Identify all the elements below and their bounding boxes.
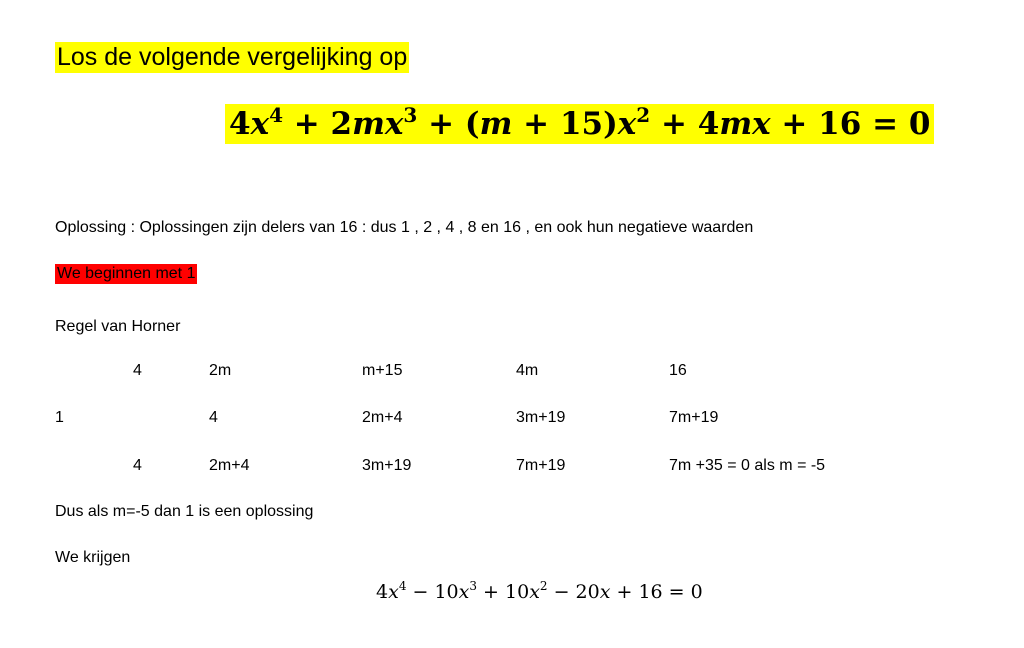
horner-cell: m+15 (362, 362, 403, 379)
horner-cell: 7m+19 (516, 457, 566, 474)
main-equation: $4x^4 + 2mx^3 + (m + 15)x^2 + 4mx + 16 = 0$ (225, 104, 934, 144)
horner-heading: Regel van Horner (55, 318, 181, 335)
conclusion-text: Dus als m=-5 dan 1 is een oplossing (55, 503, 314, 520)
solution-text: Oplossing : Oplossingen zijn delers van 16 : dus 1 , 2 , 4 , 8 en 16 , en ook hun negatieve waarden (55, 219, 754, 236)
horner-cell: 4 (209, 409, 218, 426)
horner-cell: 4 (133, 457, 142, 474)
horner-cell: 16 (669, 362, 687, 379)
page-title: Los de volgende vergelijking op (57, 43, 408, 71)
we-get-text: We krijgen (55, 549, 131, 566)
horner-cell: 3m+19 (516, 409, 566, 426)
horner-cell: 3m+19 (362, 457, 412, 474)
horner-cell: 4 (133, 362, 142, 379)
result-equation: $4x^4 - 10x^3 + 10x^2 - 20x + 16 = 0$ (376, 579, 703, 603)
horner-cell: 2m+4 (362, 409, 403, 426)
horner-cell: 4m (516, 362, 539, 379)
horner-divisor: 1 (55, 409, 64, 426)
horner-cell: 7m+19 (669, 409, 719, 426)
horner-remainder: 7m +35 = 0 als m = -5 (669, 457, 826, 474)
horner-cell: 2m+4 (209, 457, 250, 474)
highlighted-start: We beginnen met 1 (57, 265, 196, 282)
horner-cell: 2m (209, 362, 232, 379)
